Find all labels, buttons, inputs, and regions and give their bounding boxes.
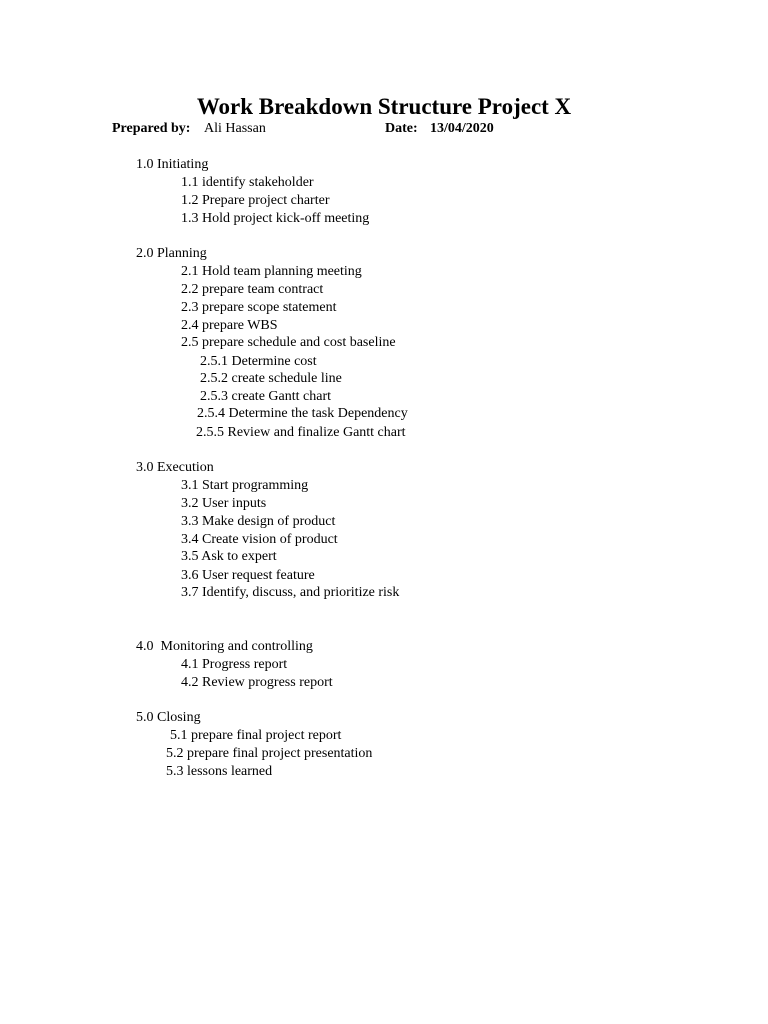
list-item: 3.1 Start programming [181, 478, 309, 493]
list-item: 3.4 Create vision of product [181, 532, 338, 547]
list-item: 3.6 User request feature [181, 568, 315, 583]
list-item: 2.4 prepare WBS [181, 318, 278, 333]
list-item: 4.2 Review progress report [181, 675, 333, 690]
section-heading: 4.0 Monitoring and controlling [136, 639, 313, 654]
list-item: 2.2 prepare team contract [181, 282, 324, 297]
sub-list-item: 2.5.1 Determine cost [200, 354, 317, 369]
sub-list-item: 2.5.4 Determine the task Dependency [197, 406, 408, 421]
prepared-by-value: Ali Hassan [204, 121, 266, 136]
sub-list-item: 2.5.5 Review and finalize Gantt chart [196, 425, 406, 440]
list-item: 2.3 prepare scope statement [181, 300, 337, 315]
list-item: 2.5 prepare schedule and cost baseline [181, 335, 396, 350]
list-item: 3.5 Ask to expert [181, 549, 277, 564]
list-item: 3.2 User inputs [181, 496, 267, 511]
list-item: 3.7 Identify, discuss, and prioritize risk [181, 585, 400, 600]
list-item: 5.2 prepare final project presentation [166, 746, 373, 761]
list-item: 2.1 Hold team planning meeting [181, 264, 362, 279]
section-heading: 1.0 Initiating [136, 157, 209, 172]
list-item: 5.3 lessons learned [166, 764, 273, 779]
list-item: 1.3 Hold project kick-off meeting [181, 211, 370, 226]
sub-list-item: 2.5.3 create Gantt chart [200, 389, 331, 404]
list-item: 1.1 identify stakeholder [181, 175, 314, 190]
section-heading: 3.0 Execution [136, 460, 214, 475]
date-value: 13/04/2020 [430, 121, 494, 136]
list-item: 1.2 Prepare project charter [181, 193, 330, 208]
document-title: Work Breakdown Structure Project X [196, 94, 572, 119]
list-item: 4.1 Progress report [181, 657, 288, 672]
prepared-by-label: Prepared by: [112, 121, 191, 136]
section-heading: 5.0 Closing [136, 710, 201, 725]
section-heading: 2.0 Planning [136, 246, 207, 261]
date-label: Date: [385, 121, 418, 136]
sub-list-item: 2.5.2 create schedule line [200, 371, 342, 386]
list-item: 3.3 Make design of product [181, 514, 336, 529]
list-item: 5.1 prepare final project report [170, 728, 342, 743]
